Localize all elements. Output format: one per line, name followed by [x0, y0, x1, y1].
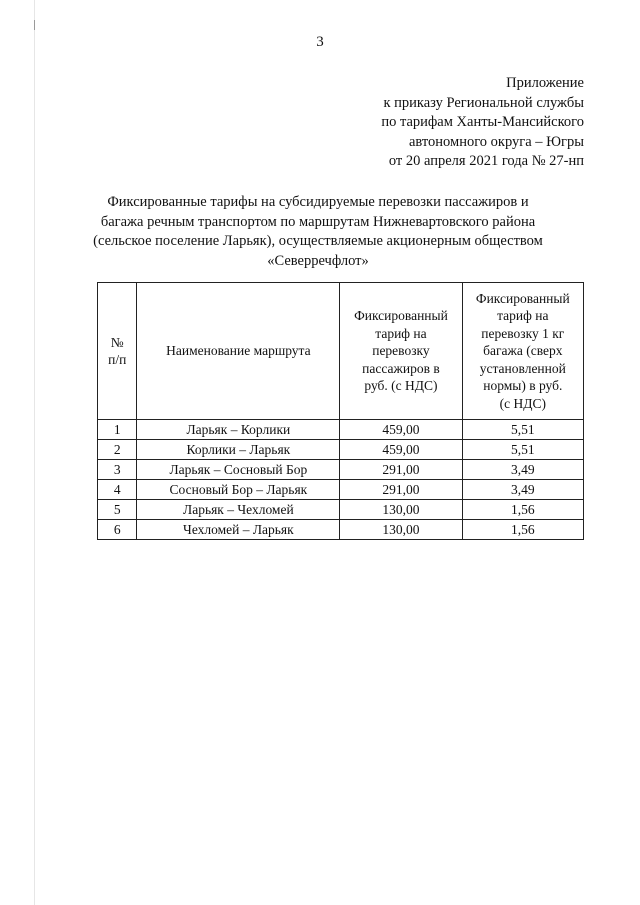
cell-num: 6 [98, 520, 137, 540]
table-row [98, 500, 584, 520]
cell-route: Сосновый Бор – Ларьяк [137, 480, 340, 500]
header-line: (с НДС) [499, 395, 546, 411]
table-row [98, 440, 584, 460]
cell-route: Корлики – Ларьяк [137, 440, 340, 460]
header-line: тариф на [375, 325, 427, 341]
cell-route: Ларьяк – Чехломей [137, 500, 340, 520]
tariff-table [97, 282, 584, 540]
header-line: багажа (сверх [483, 343, 563, 359]
appendix-line: автономного округа – Югры [408, 133, 584, 150]
scan-edge-line [34, 0, 35, 905]
cell-num: 2 [98, 440, 137, 460]
header-num [98, 283, 137, 420]
header-route: Наименование маршрута [137, 283, 340, 420]
cell-passenger: 291,00 [340, 480, 462, 500]
table-row [98, 420, 584, 440]
header-line: Фиксированный [354, 308, 448, 324]
cell-num: 5 [98, 500, 137, 520]
appendix-block [381, 74, 584, 172]
cell-route: Ларьяк – Корлики [137, 420, 340, 440]
cell-route: Чехломей – Ларьяк [137, 520, 340, 540]
header-line: перевозку [372, 343, 430, 359]
cell-passenger: 459,00 [340, 420, 462, 440]
header-num-line: п/п [108, 352, 127, 367]
scan-edge-mark [34, 20, 35, 30]
cell-baggage: 3,49 [462, 480, 583, 500]
page-number: 3 [316, 34, 324, 50]
title-line: «Северречфлот» [267, 252, 369, 269]
header-passenger-tariff [340, 283, 462, 420]
header-line: Фиксированный [475, 290, 570, 306]
header-line: нормы) в руб. [483, 378, 563, 394]
header-baggage-tariff [462, 283, 583, 420]
appendix-line: к приказу Региональной службы [383, 94, 584, 111]
appendix-line: Приложение [506, 75, 584, 91]
header-line: руб. (с НДС) [364, 378, 438, 394]
header-line: перевозку 1 кг [481, 325, 565, 341]
header-line: пассажиров в [362, 360, 440, 376]
header-line: тариф на [497, 308, 549, 324]
cell-num: 3 [98, 460, 137, 480]
cell-passenger: 130,00 [340, 500, 462, 520]
title-line: багажа речным транспортом по маршрутам Нижневартовского района [100, 213, 536, 230]
table-row [98, 460, 584, 480]
table-row [98, 480, 584, 500]
table-row [98, 520, 584, 540]
cell-passenger: 459,00 [340, 440, 462, 460]
cell-baggage: 1,56 [462, 500, 583, 520]
cell-passenger: 291,00 [340, 460, 462, 480]
document-title [78, 193, 558, 271]
cell-baggage: 3,49 [462, 460, 583, 480]
header-line: установленной [479, 360, 566, 376]
title-line: (сельское поселение Ларьяк), осуществляемые акционерным обществом [93, 233, 543, 249]
table-header-row [98, 283, 584, 420]
cell-route: Ларьяк – Сосновый Бор [137, 460, 340, 480]
appendix-line: от 20 апреля 2021 года № 27-нп [388, 153, 584, 169]
cell-num: 4 [98, 480, 137, 500]
cell-baggage: 5,51 [462, 420, 583, 440]
cell-baggage: 5,51 [462, 440, 583, 460]
header-num-line: № [110, 334, 124, 350]
appendix-line: по тарифам Ханты-Мансийского [381, 114, 584, 130]
title-line: Фиксированные тарифы на субсидируемые перевозки пассажиров и [107, 194, 529, 210]
cell-passenger: 130,00 [340, 520, 462, 540]
cell-num: 1 [98, 420, 137, 440]
cell-baggage: 1,56 [462, 520, 583, 540]
